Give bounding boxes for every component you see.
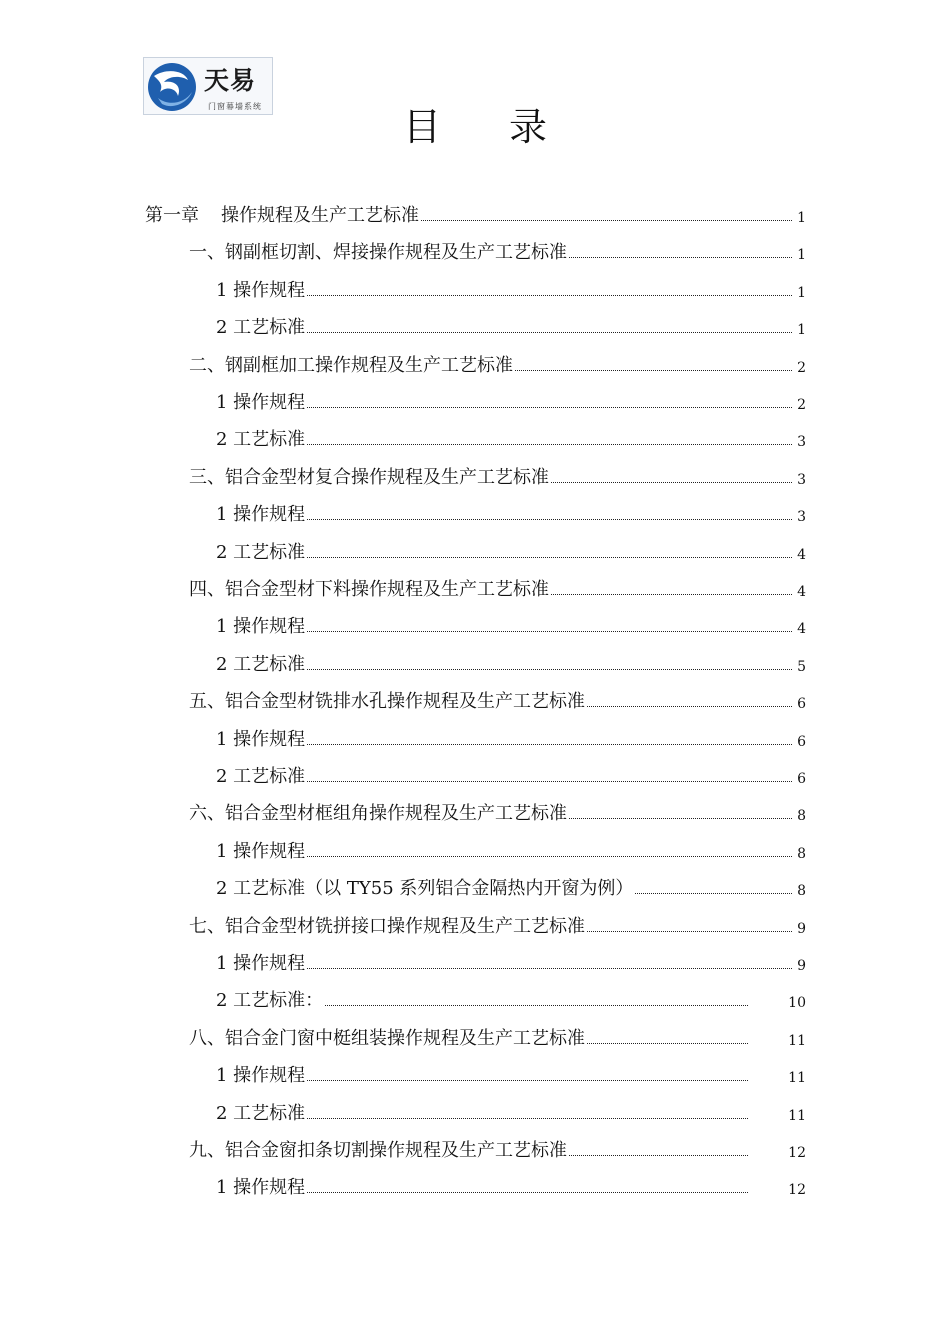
toc-dot-leader [569, 1154, 748, 1156]
toc-entry[interactable] [189, 238, 806, 264]
toc-entry-label: 二、钢副框加工操作规程及生产工艺标准 [189, 354, 513, 376]
toc-entry-label: 七、铝合金型材铣拼接口操作规程及生产工艺标准 [189, 915, 585, 937]
toc-entry-label: 五、铝合金型材铣排水孔操作规程及生产工艺标准 [189, 691, 585, 713]
toc-entry[interactable] [216, 986, 806, 1012]
toc-dot-leader [307, 556, 792, 558]
toc-dot-leader [551, 481, 792, 483]
toc-entry-label: 九、铝合金窗扣条切割操作规程及生产工艺标准 [189, 1140, 567, 1161]
toc-page-number: 1 [797, 284, 806, 301]
toc-entry-label: 八、铝合金门窗中梃组装操作规程及生产工艺标准 [189, 1027, 585, 1049]
toc-entry-label: 四、铝合金型材下料操作规程及生产工艺标准 [189, 579, 549, 600]
toc-entry[interactable] [216, 500, 806, 526]
toc-dot-leader [307, 1079, 748, 1081]
toc-page-number: 6 [797, 696, 806, 713]
toc-entry-label: 六、铝合金型材框组角操作规程及生产工艺标准 [189, 803, 567, 825]
toc-entry[interactable] [216, 837, 806, 863]
toc-dot-leader [307, 967, 792, 969]
toc-dot-leader [307, 331, 792, 333]
toc-entry[interactable] [216, 650, 806, 676]
toc-entry[interactable] [216, 1173, 806, 1199]
toc-entry-label: 1 操作规程 [216, 616, 306, 638]
toc-page-number: 6 [797, 771, 806, 787]
toc-entry[interactable] [216, 762, 806, 788]
toc-dot-leader [307, 443, 792, 445]
toc-entry[interactable] [189, 351, 806, 377]
toc-page-number: 8 [797, 845, 806, 862]
toc-entry[interactable] [216, 949, 806, 975]
toc-entry[interactable] [216, 725, 806, 751]
toc-entry[interactable] [216, 612, 806, 638]
toc-dot-leader [421, 219, 792, 221]
toc-entry[interactable] [145, 201, 806, 227]
toc-entry-label: 1 操作规程 [216, 1177, 306, 1199]
toc-page-number: 1 [797, 210, 806, 226]
toc-entry-label: 一、钢副框切割、焊接操作规程及生产工艺标准 [189, 242, 567, 264]
toc-entry-label: 2 工艺标准 [216, 429, 306, 451]
toc-entry[interactable] [216, 538, 806, 564]
toc-dot-leader [325, 1004, 748, 1006]
toc-entry[interactable] [189, 1024, 806, 1050]
toc-page-number: 12 [788, 1182, 806, 1199]
toc-page-number: 1 [797, 322, 806, 339]
toc-entry-label: 1 操作规程 [216, 953, 306, 974]
toc-entry-label: 2 工艺标准 [216, 1102, 306, 1124]
toc-page-number: 1 [797, 247, 806, 264]
toc-dot-leader [587, 1042, 748, 1044]
toc-entry[interactable] [216, 388, 806, 414]
toc-page-number: 12 [788, 1145, 806, 1161]
toc-entry[interactable] [189, 1136, 806, 1162]
toc-dot-leader [307, 743, 792, 745]
toc-dot-leader [307, 855, 792, 857]
toc-page-number: 4 [797, 621, 806, 638]
toc-page-number: 2 [797, 397, 806, 413]
toc-dot-leader [587, 930, 792, 932]
toc-dot-leader [569, 817, 792, 819]
toc-dot-leader [307, 668, 792, 670]
toc-entry[interactable] [189, 799, 806, 825]
toc-entry[interactable] [216, 276, 806, 302]
page-title: 目 录 [402, 105, 576, 149]
toc-dot-leader [307, 630, 792, 632]
toc-entry[interactable] [189, 687, 806, 713]
toc-entry[interactable] [189, 575, 806, 601]
toc-dot-leader [307, 1191, 748, 1193]
toc-chapter-number: 第一章 [145, 205, 199, 226]
toc-dot-leader [307, 406, 792, 408]
toc-entry[interactable] [216, 425, 806, 451]
toc-page-number: 3 [797, 509, 806, 526]
toc-dot-leader [307, 518, 792, 520]
logo-subtitle: 门窗幕墙系统 [208, 102, 262, 111]
toc-entry-label: 1 操作规程 [216, 392, 306, 413]
toc-page-number: 8 [797, 883, 806, 900]
toc-page-number: 3 [797, 434, 806, 451]
toc-page-number: 11 [788, 1032, 806, 1049]
toc-dot-leader [307, 294, 792, 296]
toc-page-number: 10 [788, 995, 806, 1012]
toc-entry-label: 2 工艺标准 [216, 541, 306, 563]
toc-page-number: 4 [797, 546, 806, 563]
toc-entry-label: 2 工艺标准 [216, 766, 306, 787]
toc-dot-leader [515, 369, 792, 371]
toc-page-number: 6 [797, 733, 806, 750]
toc-dot-leader [569, 256, 792, 258]
toc-dot-leader [307, 1117, 748, 1119]
toc-dot-leader [551, 593, 792, 595]
toc-page-number: 11 [788, 1070, 806, 1087]
toc-entry-label: 1 操作规程 [216, 279, 306, 301]
toc-entry[interactable] [189, 912, 806, 938]
toc-page-number: 4 [797, 584, 806, 600]
toc-dot-leader [307, 780, 792, 782]
toc-entry-label: 三、铝合金型材复合操作规程及生产工艺标准 [189, 466, 549, 488]
toc-entry-label: 1 操作规程 [216, 1065, 306, 1087]
logo-name: 天易 [204, 66, 257, 95]
toc-page-number: 3 [797, 471, 806, 488]
toc-page-number: 8 [797, 808, 806, 825]
toc-entry[interactable] [216, 1061, 806, 1087]
toc-page-number: 5 [797, 658, 806, 675]
toc-entry-label: 1 操作规程 [216, 840, 306, 862]
toc-entry[interactable] [216, 874, 806, 900]
toc-entry-label: 2 工艺标准： [216, 990, 324, 1012]
toc-entry-label: 2 工艺标准（以 TY55 系列铝合金隔热内开窗为例） [216, 878, 634, 900]
toc-entry[interactable] [216, 1099, 806, 1125]
toc-entry-label: 2 工艺标准 [216, 653, 306, 675]
toc-dot-leader [635, 892, 792, 894]
toc-dot-leader [587, 705, 792, 707]
toc-page-number: 9 [797, 958, 806, 974]
toc-entry-label: 1 操作规程 [216, 504, 306, 526]
toc-entry[interactable] [189, 463, 806, 489]
toc-entry-label: 2 工艺标准 [216, 317, 306, 339]
toc-entry[interactable] [216, 313, 806, 339]
toc-entry-label: 操作规程及生产工艺标准 [221, 205, 419, 226]
toc-page-number: 2 [797, 359, 806, 376]
toc-page-number: 11 [788, 1107, 806, 1124]
toc-page-number: 9 [797, 920, 806, 937]
toc-entry-label: 1 操作规程 [216, 728, 306, 750]
